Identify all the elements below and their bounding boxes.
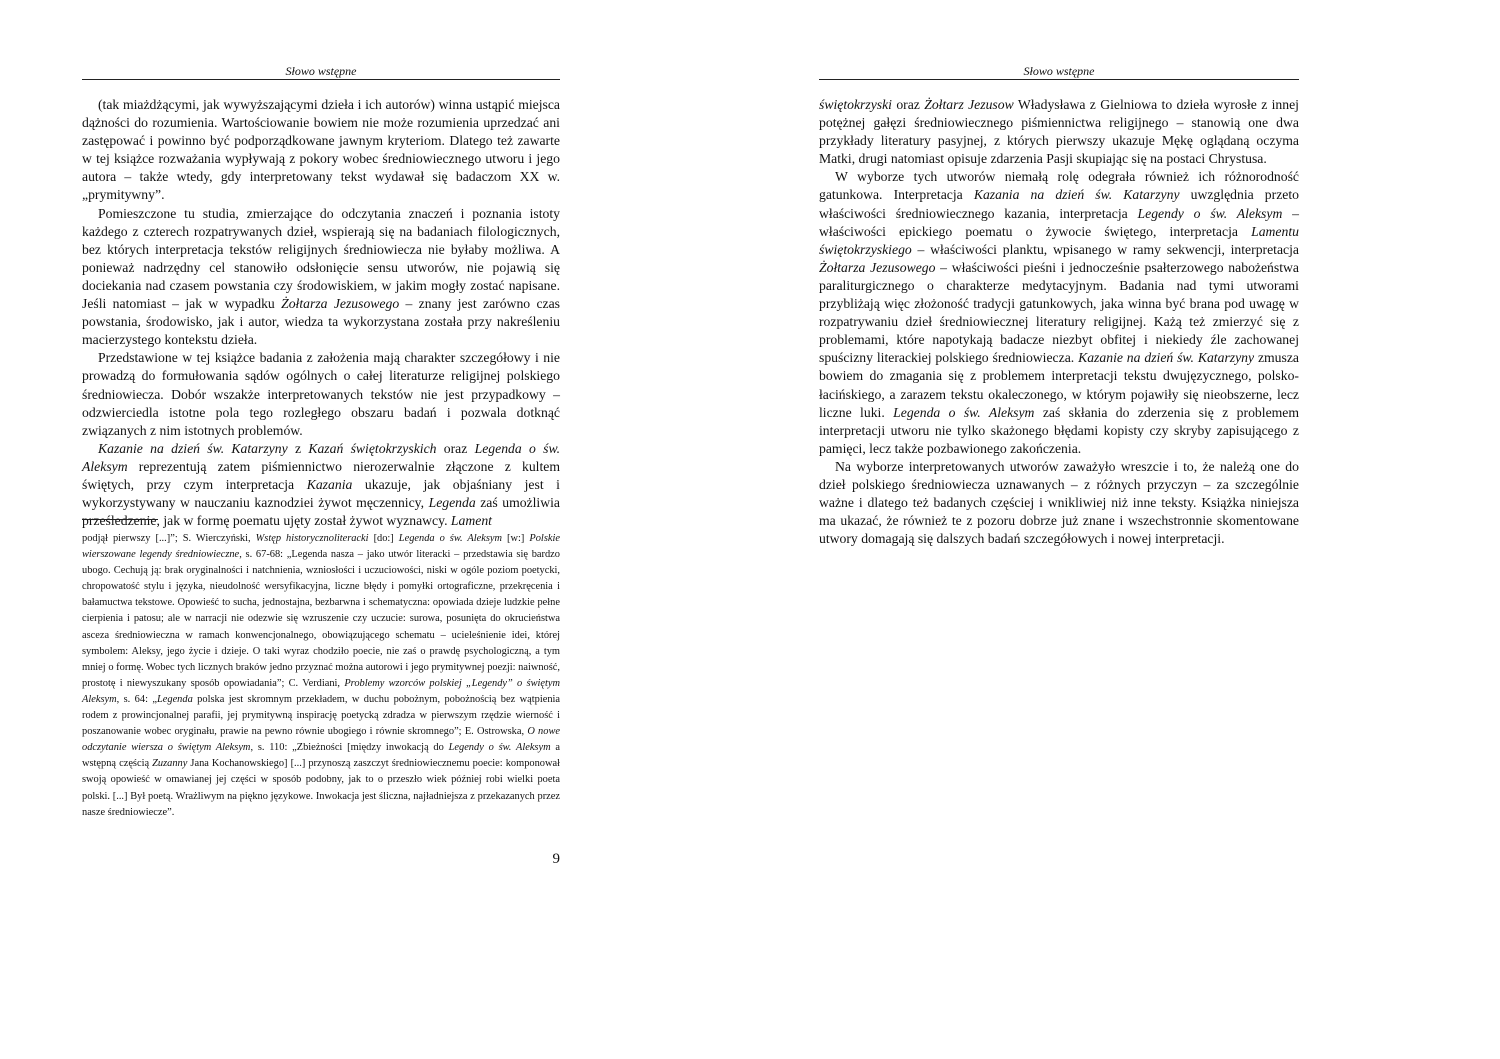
left-paragraph-1: (tak miażdżącymi, jak wywyższającymi dzieła i ich autorów) winna ustąpić miejsca dążności do rozumienia. Wartościowanie bowiem nie może rozumienia uprzedzać ani zastępować i powinno być podporządkowane jawnym kryteriom. Dlatego też zawarte w tej książce rozważania wypływają z pokory wobec średniowiecznego utworu i jego autora – także wtedy, gdy interpretowany tekst wydawał się badaczom XX w. „prymitywny”. xyxy=(82,97,560,203)
left-paragraph-4: Kazanie na dzień św. Katarzyny z Kazań świętokrzyskich oraz Legenda o św. Aleksym reprezentują zatem piśmiennictwo nierozerwalnie złączone z kultem świętych, przy czym interpretacja Kazania ukazuje, jak objaśniany jest i wykorzystywany w nauczaniu kaznodziei żywot męczennicy, Legenda zaś umożliwia prześledzenie, jak w formę poematu ujęty został żywot wyznawcy. Lament xyxy=(82,440,561,529)
left-page xyxy=(82,0,560,1059)
italic-title: Problemy wzorców polskiej „Legendy” o świętym Aleksym xyxy=(82,677,560,705)
italic-title: Lamentu świętokrzyskiego xyxy=(819,223,1299,257)
right-running-head: Słowo wstępne xyxy=(1023,64,1095,78)
footnote: podjął pierwszy [...]”; S. Wierczyński, Wstęp historycznoliteracki [do:] Legenda o św. Aleksym [w:] Polskie wierszowane legendy średniowieczne, s. 67-68: „Legenda nasza – jako utwór literacki – przedstawia się bardzo ubogo. Cechują ją: brak oryginalności i natchnienia, wzniosłości i uczuciowości, niski w ogóle poziom poetycki, chropowatość stylu i języka, nieudolność wersyfikacyjna, liczne błędy i pomyłki ortograficzne, przekręcenia i bałamuctwa tekstowe. Opowieść to sucha, jednostajna, bezbarwna i schematyczna: opowiada dzieje ludzkie pełne cierpienia i patosu; ale w narracji nie odezwie się wzruszenie czy uczucie: surowa, posunięta do okrucieństwa asceza średniowieczna w ramach konwencjonalnego, obowiązującego schematu – ucieleśnienie idei, której symbolem: Aleksy, jego życie i dzieje. O taki wyraz chodziło poecie, nie zaś o prawdę psychologiczną, a tym mniej o formę. Wobec tych licznych braków jedno przyznać można autorowi i jego prymitywnej poezji: naiwność, prostotę i niewyszukany sposób opowiadania”; C. Verdiani, Problemy wzorców polskiej „Legendy” o świętym Aleksym, s. 64: „Legenda polska jest skromnym przekładem, w duchu pobożnym, pobożnością bez wątpienia rodem z prowincjonalnej parafii, jej prymitywną inspirację poetycką zdradza w pierwszym rzędzie wierność i poszanowanie wobec oryginału, prawie na pewno równie ubogiego i równie skromnego”; E. Ostrowska, O nowe odczytanie wiersza o świętym Aleksym, s. 110: „Zbieżności [między inwokacją do Legendy o św. Aleksym a wstępną częścią Zuzanny Jana Kochanowskiego] [...] przynoszą zaszczyt średniowiecznemu poecie: komponował swoją opowieść w omawianej jej części w sposób podobny, jak to o przeszło wiek później robi wielki poeta polski. [...] Był poetą. Wrażliwym na piękno językowe. Inwokacja jest śliczna, najładniejsza z przekazanych przez nasze średniowiecze”. xyxy=(82,533,561,818)
italic-title: Legenda o św. Aleksym xyxy=(398,533,503,544)
italic-title: Żołtarza Jezusowego xyxy=(819,259,936,275)
italic-title: Polskie wierszowane legendy średniowieczne xyxy=(82,533,560,561)
page-number: 9 xyxy=(552,851,560,867)
italic-title: świętokrzyski xyxy=(819,97,892,112)
right-page xyxy=(819,0,1299,1059)
left-header-rule xyxy=(82,79,560,80)
italic-title: Legenda xyxy=(156,693,193,705)
italic-title: Żołtarza Jezusowego xyxy=(281,296,400,312)
italic-title: Kazania xyxy=(306,476,353,492)
italic-title: Legenda o św. Aleksym xyxy=(82,440,561,474)
left-body-text xyxy=(82,96,560,530)
right-paragraph-3: Na wyborze interpretowanych utworów zaważyło wreszcie i to, że należą one do dzieł polskiego średniowiecza uznawanych – z różnych przyczyn – za szczególnie ważne i dlatego też badanych częściej i wnikliwiej niż inne teksty. Książka niniejsza ma ukazać, że również te z pozoru dobrze już znane i wszechstronnie skomentowane utwory domagają się dalszych badań szczegółowych i nowej interpretacji. xyxy=(819,458,1299,547)
italic-title: Żołtarz Jezusow xyxy=(924,97,1014,112)
italic-title: Kazanie na dzień św. Katarzyny xyxy=(98,440,288,456)
italic-title: O nowe odczytanie wiersza o świętym Aleksym xyxy=(82,726,560,754)
italic-title: Kazanie na dzień św. Katarzyny xyxy=(1078,350,1255,366)
italic-title: Zuzanny xyxy=(152,758,188,770)
italic-title: Kazań świętokrzyskich xyxy=(308,440,437,456)
italic-title: Legendy o św. Aleksym xyxy=(448,742,551,754)
italic-title: Legenda o św. Aleksym xyxy=(893,404,1035,420)
left-paragraph-3: Przedstawione w tej książce badania z założenia mają charakter szczegółowy i nie prowadzą do formułowania sądów ogólnych o całej literaturze religijnej polskiego średniowiecza. Dobór wszakże interpretowanych tekstów nie jest przypadkowy – odzwierciedla istotne pola tego rozległego obszaru badań i pozwala dotknąć związanych z nim istotnych problemów. xyxy=(82,350,560,438)
right-paragraph-2: W wyborze tych utworów niemałą rolę odegrała również ich różnorodność gatunkowa. Interpretacja Kazania na dzień św. Katarzyny uwzględnia przeto właściwości średniowiecznego kazania, interpretacja Legendy o św. Aleksym – właściwości epickiego poematu o żywocie świętego, interpretacja Lamentu świętokrzyskiego – właściwości planktu, wpisanego w ramy sekwencji, interpretacja Żołtarza Jezusowego – właściwości pieśni i jednocześnie psałterzowego nabożeństwa paraliturgicznego o charakterze medytacyjnym. Badania nad tymi utworami przybliżają więc złożoność tradycji gatunkowych, jaka winna być brana pod uwagę w rozpatrywaniu dzieł średniowiecznej literatury religijnej. Każą też zmierzyć się z problemami, które napotykają badacze niezbyt obfitej i niekiedy źle zachowanej spuścizny literackiej polskiego średniowiecza. Kazanie na dzień św. Katarzyny zmusza bowiem do zmagania się z problemem interpretacji tekstu dwujęzycznego, polsko-łacińskiego, a zarazem tekstu okaleczonego, w którym pojawiły się nieobszerne, lecz liczne luki. Legenda o św. Aleksym zaś skłania do zderzenia się z problemem interpretacji utworu nie tylko skażonego błędami kopisty czy skryby zapisującego z pamięci, lecz także pozbawionego zakończenia. xyxy=(819,169,1300,456)
left-running-head: Słowo wstępne xyxy=(285,64,357,78)
left-paragraph-2: Pomieszczone tu studia, zmierzające do odczytania znaczeń i poznania istoty każdego z czterech rozpatrywanych dzieł, wspierają się na badaniach filologicznych, bez których interpretacja tekstów religijnych średniowiecza nie byłaby możliwa. A ponieważ nadrzędny cel stanowiło odsłonięcie sensu utworów, nie pojawią się dociekania nad czasem powstania czy środowiskiem, w jakim mogły zostać napisane. Jeśli natomiast – jak w wypadku Żołtarza Jezusowego – znany jest zarówno czas powstania, środowisko, jak i autor, wiedza ta wykorzystana została przy nakreśleniu macierzystego kontekstu dzieła. xyxy=(82,205,560,348)
right-body-text xyxy=(819,96,1299,548)
right-header-rule xyxy=(819,79,1299,80)
italic-title: Wstęp historycznoliteracki xyxy=(255,533,369,544)
footnote-rule xyxy=(82,519,158,520)
italic-title: Legendy o św. Aleksym xyxy=(1137,205,1283,221)
italic-title: Lament xyxy=(450,513,492,529)
italic-title: Kazania na dzień św. Katarzyny xyxy=(973,187,1180,203)
italic-title: Legenda xyxy=(428,495,476,511)
right-paragraph-1: świętokrzyski oraz Żołtarz Jezusow Władysława z Gielniowa to dzieła wyrosłe z innej potężnej gałęzi średniowiecznego piśmiennictwa religijnego – stanowią one dwa przykłady literatury pasyjnej, z których pierwszy ukazuje Mękę oglądaną oczyma Matki, drugi natomiast opisuje zdarzenia Pasji skupiając się na postaci Chrystusa. xyxy=(819,97,1299,167)
